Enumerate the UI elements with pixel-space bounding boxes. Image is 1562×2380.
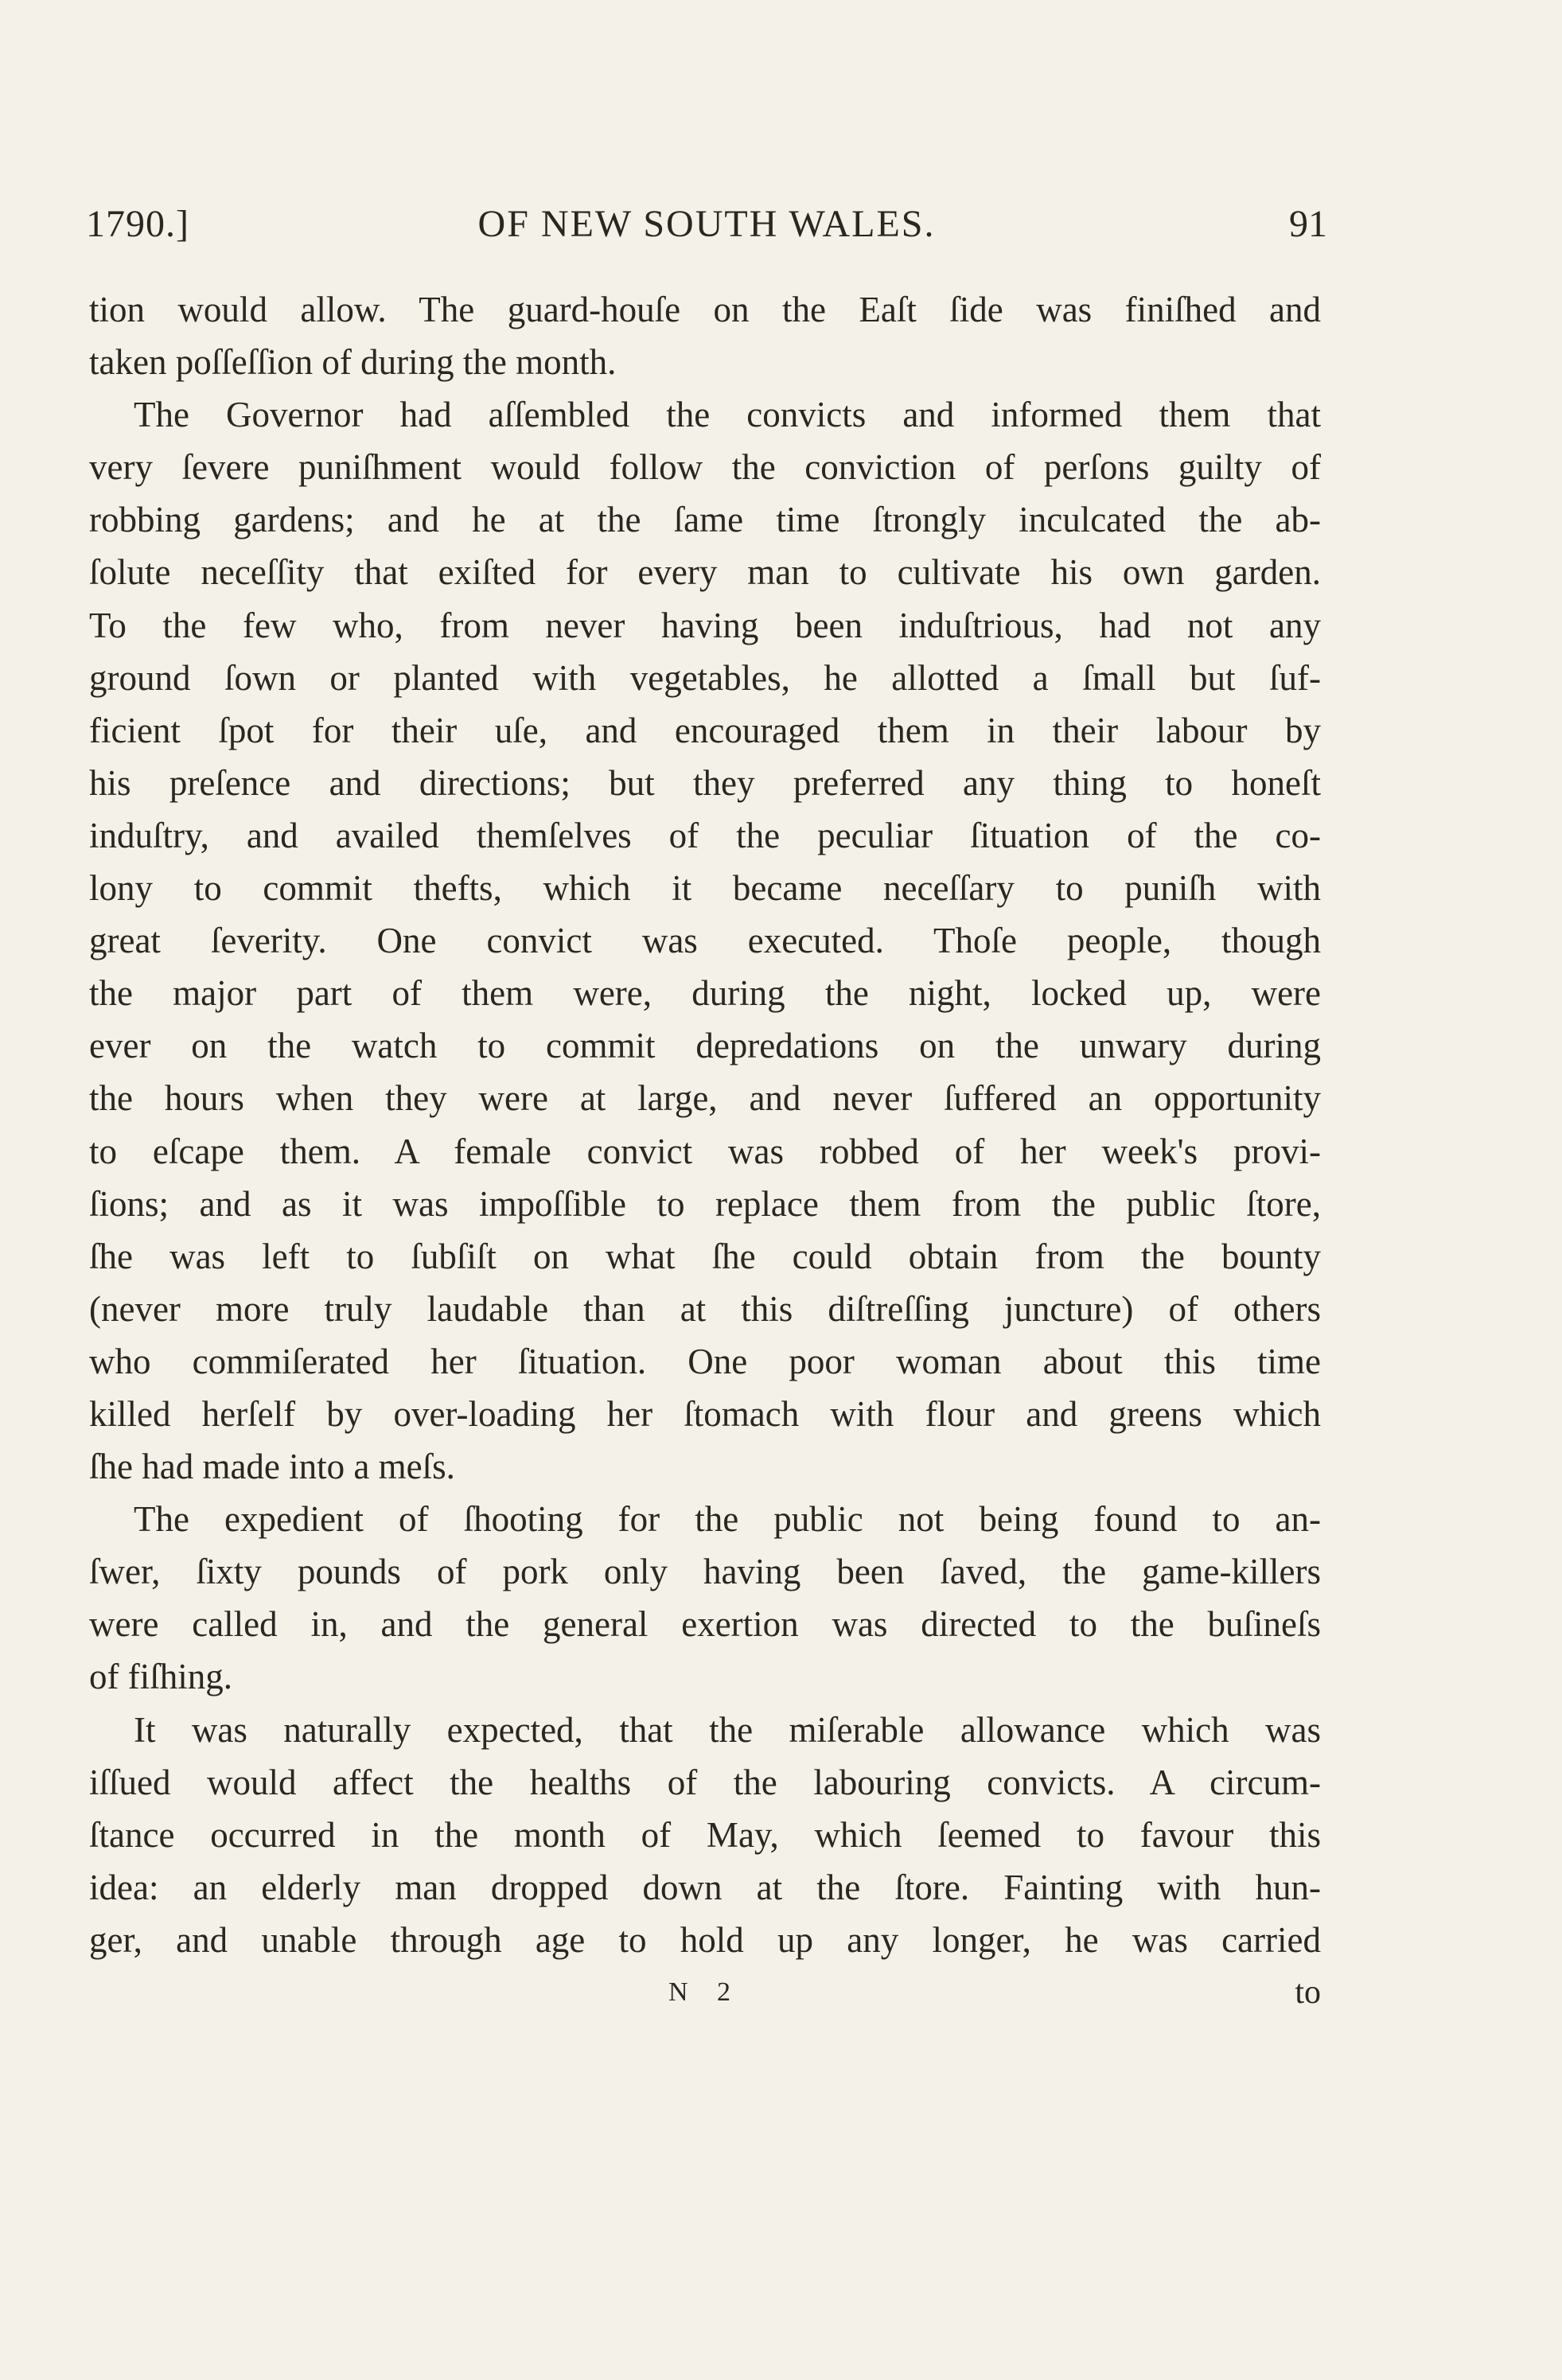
text-line: The expedient of ſhooting for the public not being found to an- — [134, 1499, 1321, 1540]
text-line: ger, and unable through age to hold up any longer, he was carried — [89, 1919, 1321, 1960]
text-line: great ſeverity. One convict was executed. Thoſe people, though — [89, 921, 1321, 961]
text-line: idea: an elderly man dropped down at the ſtore. Fainting with hun- — [89, 1867, 1321, 1907]
text-line: very ſevere puniſhment would follow the conviction of perſons guilty of — [89, 447, 1321, 488]
text-line: his preſence and directions; but they preferred any thing to honeſt — [89, 762, 1321, 803]
text-line: robbing gardens; and he at the ſame time ſtrongly inculcated the ab- — [89, 500, 1321, 540]
text-line: (never more truly laudable than at this diſtreſſing juncture) of others — [89, 1288, 1321, 1329]
text-line: It was naturally expected, that the miſerable allowance which was — [134, 1709, 1321, 1750]
text-line: induſtry, and availed themſelves of the peculiar ſituation of the co- — [89, 815, 1321, 855]
text-line: ſtance occurred in the month of May, which ſeemed to favour this — [89, 1814, 1321, 1855]
text-line: ſhe was left to ſubſiſt on what ſhe could obtain from the bounty — [89, 1236, 1321, 1276]
text-line: to eſcape them. A female convict was robbed of her week's provi- — [89, 1131, 1321, 1171]
text-line: killed herſelf by over-loading her ſtomach with flour and greens which — [89, 1393, 1321, 1434]
text-line: the hours when they were at large, and never ſuffered an opportunity — [89, 1078, 1321, 1119]
page-number: 91 — [1289, 203, 1327, 245]
text-line: ground ſown or planted with vegetables, he allotted a ſmall but ſuf- — [89, 657, 1321, 698]
text-line: The Governor had aſſembled the convicts and informed them that — [134, 395, 1321, 435]
catchword: to — [1295, 1974, 1321, 2011]
text-line: of fiſhing. — [89, 1657, 232, 1697]
text-line: ſhe had made into a meſs. — [89, 1447, 455, 1487]
text-line: ſolute neceſſity that exiſted for every man to cultivate his own garden. — [89, 552, 1321, 593]
text-line: lony to commit thefts, which it became neceſſary to puniſh with — [89, 868, 1321, 909]
body-text — [89, 283, 1321, 1966]
running-head — [86, 201, 1327, 248]
text-line: the major part of them were, during the night, locked up, were — [89, 973, 1321, 1014]
text-line: To the few who, from never having been induſtrious, had not any — [89, 605, 1321, 645]
text-line: ever on the watch to commit depredations on the unwary during — [89, 1026, 1321, 1066]
header-year: 1790.] — [86, 203, 189, 245]
text-line: ſions; and as it was impoſſible to replace them from the public ſtore, — [89, 1183, 1321, 1224]
text-line: tion would allow. The guard-houſe on the Eaſt ſide was finiſhed and — [89, 290, 1321, 329]
text-line: taken poſſeſſion of during the month. — [89, 342, 617, 383]
signature-mark: N 2 — [668, 1977, 742, 2007]
text-line: iſſued would affect the healths of the labouring convicts. A circum- — [89, 1762, 1321, 1802]
header-title: OF NEW SOUTH WALES. — [477, 203, 936, 245]
text-line: ſwer, ſixty pounds of pork only having been ſaved, the game-killers — [89, 1552, 1321, 1592]
page-footer — [89, 1969, 1321, 2016]
text-line: ficient ſpot for their uſe, and encouraged them in their labour by — [89, 710, 1321, 750]
text-line: were called in, and the general exertion was directed to the buſineſs — [89, 1604, 1321, 1645]
text-line: who commiſerated her ſituation. One poor woman about this time — [89, 1341, 1321, 1381]
